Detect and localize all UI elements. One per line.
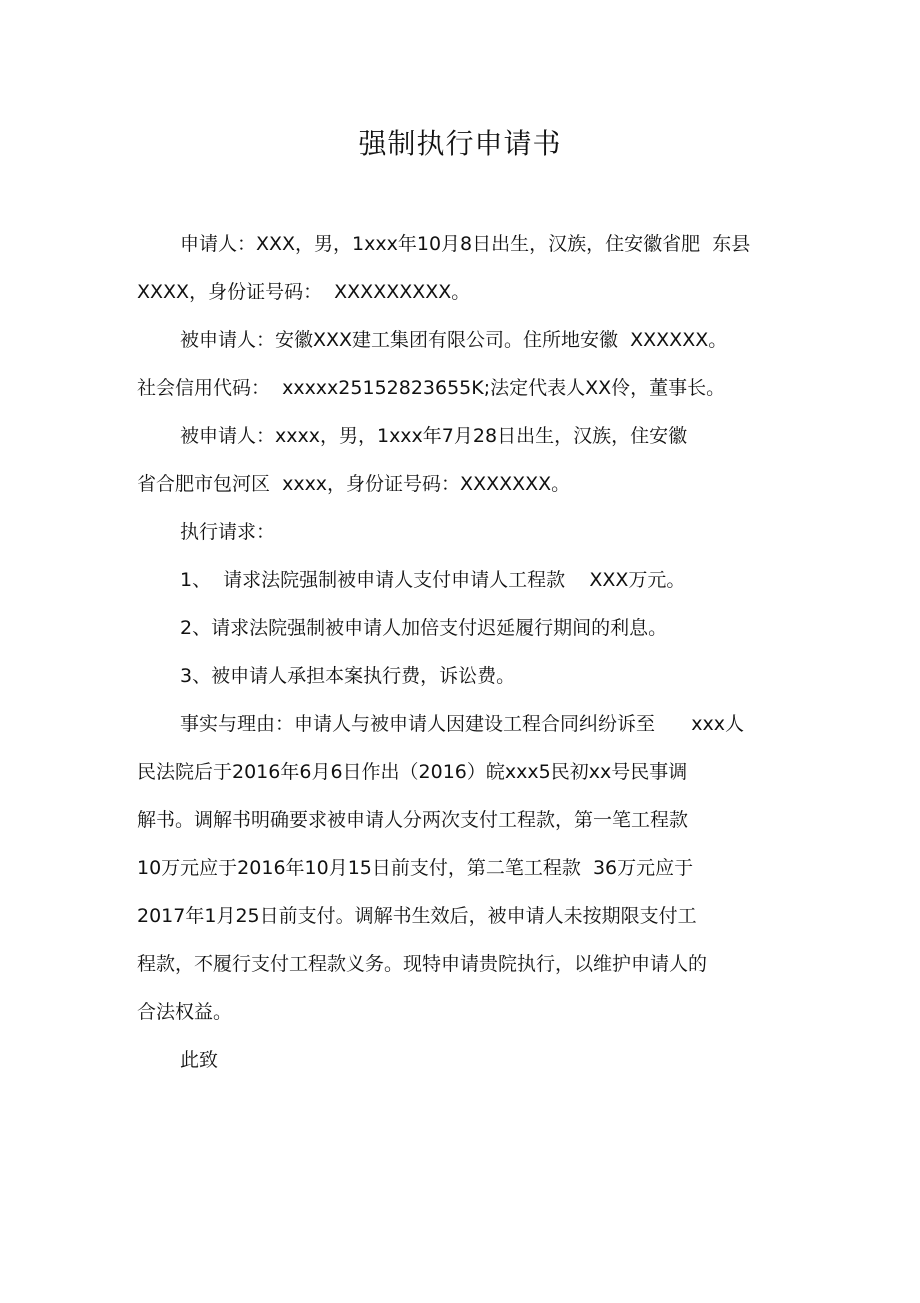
facts-line-7: 合法权益。 — [137, 1001, 233, 1023]
respondent-person-line-2: 省合肥市包河区 xxxx，身份证号码：XXXXXXX。 — [137, 473, 571, 495]
facts-line-2: 民法院后于2016年6月6日作出（2016）皖xxx5民初xx号民事调 — [137, 761, 688, 783]
respondent-person-line-1: 被申请人：xxxx，男，1xxx年7月28日出生，汉族，住安徽 — [180, 425, 688, 447]
facts-line-3: 解书。调解书明确要求被申请人分两次支付工程款，第一笔工程款 — [137, 809, 689, 831]
respondent-company-line-2: 社会信用代码： xxxxx25152823655K;法定代表人XX伶，董事长。 — [137, 377, 726, 399]
request-item-1: 1、 请求法院强制被申请人支付申请人工程款 XXX万元。 — [180, 569, 686, 591]
request-item-2: 2、请求法院强制被申请人加倍支付迟延履行期间的利息。 — [180, 617, 668, 639]
respondent-company-line-1: 被申请人：安徽XXX建工集团有限公司。住所地安徽 XXXXXX。 — [180, 329, 728, 351]
document-title: 强制执行申请书 — [358, 127, 562, 160]
request-item-3: 3、被申请人承担本案执行费，诉讼费。 — [180, 665, 516, 687]
requests-heading: 执行请求： — [180, 521, 276, 543]
facts-line-4: 10万元应于2016年10月15日前支付，第二笔工程款 36万元应于 — [137, 857, 694, 879]
facts-line-1: 事实与理由：申请人与被申请人因建设工程合同纠纷诉至 xxx人 — [180, 713, 744, 735]
applicant-line-2: XXXX，身份证号码： XXXXXXXXX。 — [137, 281, 471, 303]
applicant-line-1: 申请人：XXX，男，1xxx年10月8日出生，汉族，住安徽省肥 东县 — [180, 233, 751, 255]
closing-line: 此致 — [180, 1049, 219, 1071]
facts-line-5: 2017年1月25日前支付。调解书生效后，被申请人未按期限支付工 — [137, 905, 697, 927]
facts-line-6: 程款，不履行支付工程款义务。现特申请贵院执行，以维护申请人的 — [137, 953, 708, 975]
